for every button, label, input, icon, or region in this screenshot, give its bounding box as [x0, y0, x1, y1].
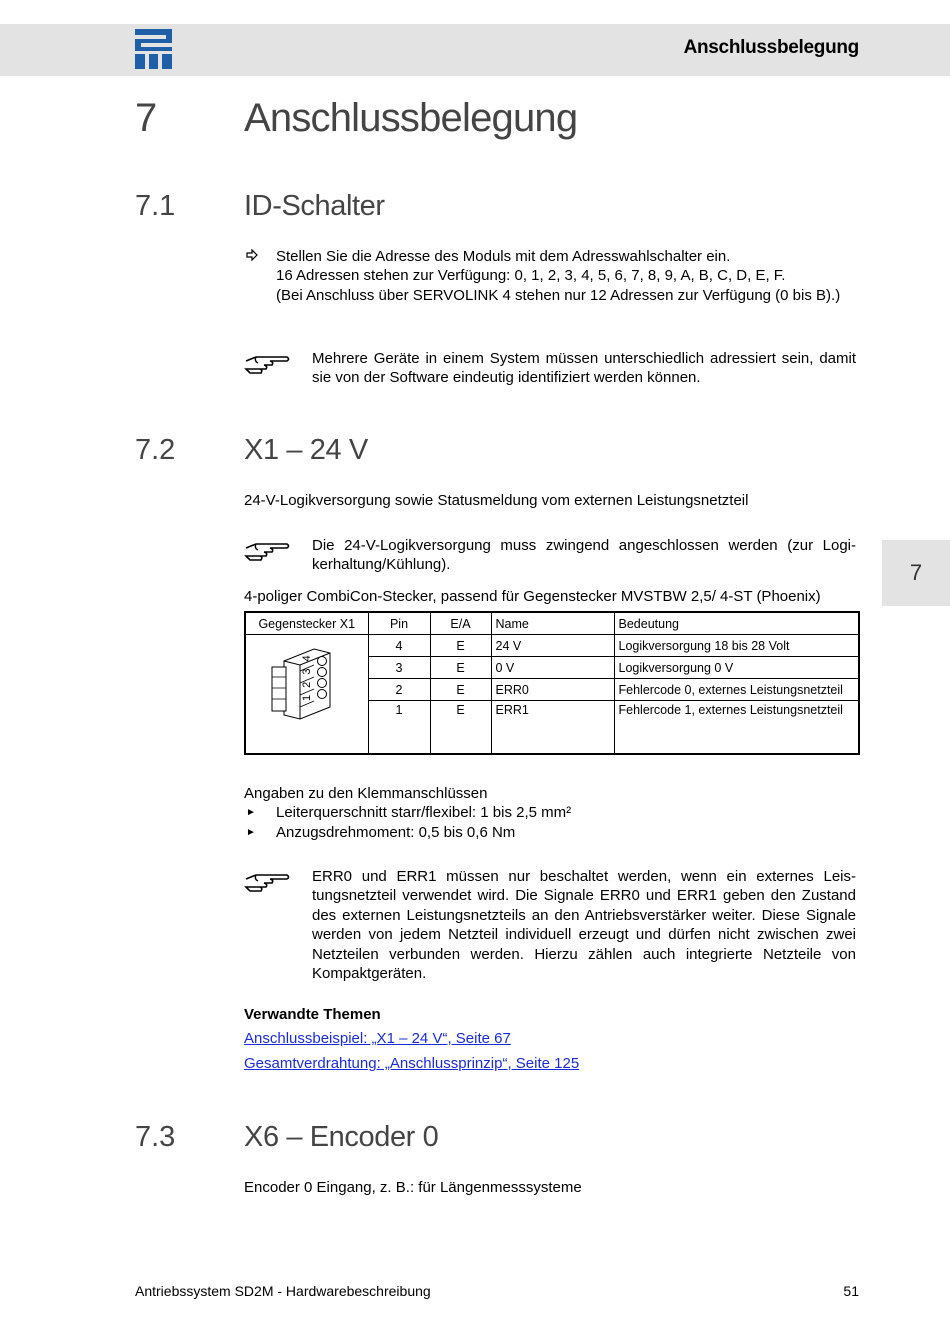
table-header-row: [245, 612, 859, 635]
header-title: Anschlussbelegung: [683, 37, 859, 58]
meaning-cell: Fehlercode 1, externes Leistungsnetzteil: [614, 701, 859, 755]
company-logo: [135, 29, 172, 69]
section-7-3-title: X6 – Encoder 0: [244, 1121, 439, 1153]
pin-cell: 2: [368, 679, 430, 701]
related-link-connection-example[interactable]: Anschlussbeispiel: „X1 – 24 V“, Seite 67: [244, 1030, 511, 1047]
connector-image-cell: [245, 635, 368, 755]
meaning-cell: Fehlercode 0, externes Leistungsnetzteil: [614, 679, 859, 701]
chapter-title: Anschlussbelegung: [244, 96, 578, 140]
pin-cell: 3: [368, 657, 430, 679]
table-row: [245, 635, 859, 657]
table-header-cell: E/A: [430, 612, 491, 635]
section-7-2-title: X1 – 24 V: [244, 434, 368, 466]
note-addressing: Mehrere Geräte in einem System müssen unterschiedlich adressiert sein, damit sie von der Software eindeutig identifiziert werden können.: [312, 350, 856, 387]
instruction-line: (Bei Anschluss über SERVOLINK 4 stehen nur 12 Adressen zur Verfügung (0 bis B).): [276, 286, 841, 304]
meaning-cell: Logikversorgung 18 bis 28 Volt: [614, 635, 859, 657]
section-7-2-number: 7.2: [135, 434, 176, 466]
terminal-item: Leiterquerschnitt starr/flexibel: 1 bis 2,5 mm²: [276, 804, 572, 821]
related-link-overall-wiring[interactable]: Gesamtverdrahtung: „Anschlussprinzip“, Seite 125: [244, 1055, 580, 1072]
section-7-1-number: 7.1: [135, 190, 176, 222]
instruction-text: [276, 247, 859, 305]
name-cell: ERR0: [491, 679, 614, 701]
section-7-3-intro: Encoder 0 Eingang, z. B.: für Längenmesssysteme: [244, 1179, 582, 1196]
pin-cell: 1: [368, 701, 430, 755]
footer-page-number: 51: [843, 1283, 859, 1299]
pointing-hand-icon: [244, 538, 290, 562]
section-7-2-intro: 24-V-Logikversorgung sowie Statusmeldung vom externen Leistungsnetzteil: [244, 492, 749, 509]
pin-cell: 4: [368, 635, 430, 657]
instruction-line: 16 Adressen stehen zur Verfügung: 0, 1, 2, 3, 4, 5, 6, 7, 8, 9, A, B, C, D, E, F.: [276, 267, 786, 285]
pointing-hand-icon: [244, 351, 290, 375]
ea-cell: E: [430, 679, 491, 701]
section-7-1-title: ID-Schalter: [244, 190, 385, 222]
terminal-heading: Angaben zu den Klemmanschlüssen: [244, 785, 488, 802]
name-cell: 24 V: [491, 635, 614, 657]
table-header-cell: Pin: [368, 612, 430, 635]
connector-pin-labels: 1 2 3 4: [301, 653, 313, 701]
triangle-bullet-icon: ►: [246, 827, 256, 838]
table-header-cell: Bedeutung: [614, 612, 859, 635]
ea-cell: E: [430, 657, 491, 679]
connector-description: 4-poliger CombiCon-Stecker, passend für Gegenstecker MVSTBW 2,5/ 4-ST (Phoenix): [244, 588, 821, 605]
chapter-side-tab: [882, 540, 950, 606]
name-cell: 0 V: [491, 657, 614, 679]
pointing-hand-icon: [244, 869, 290, 893]
meaning-cell: Logikversorgung 0 V: [614, 657, 859, 679]
instruction-line: Stellen Sie die Adresse des Moduls mit dem Adresswahlschalter ein.: [276, 248, 731, 265]
pin-assignment-table: [244, 611, 860, 755]
note-logic-supply: Die 24-V-Logikversorgung muss zwingend angeschlossen werden (zur Logi-kerhaltung/Kühlung).: [312, 537, 856, 574]
terminal-item: Anzugsdrehmoment: 0,5 bis 0,6 Nm: [276, 824, 516, 841]
triangle-bullet-icon: ►: [246, 807, 256, 818]
side-tab-label: 7: [909, 560, 923, 585]
arrow-right-icon: [246, 249, 258, 261]
name-cell: ERR1: [491, 701, 614, 755]
section-7-3-number: 7.3: [135, 1121, 176, 1153]
related-topics-heading: Verwandte Themen: [244, 1006, 381, 1023]
connector-terminal-icon: [270, 641, 342, 723]
ea-cell: E: [430, 635, 491, 657]
ea-cell: E: [430, 701, 491, 755]
table-header-cell: Gegenstecker X1: [245, 612, 368, 635]
footer-document-title: Antriebssystem SD2M - Hardwarebeschreibung: [135, 1283, 431, 1299]
chapter-number: 7: [135, 96, 157, 140]
table-header-cell: Name: [491, 612, 614, 635]
note-error-signals: ERR0 und ERR1 müssen nur beschaltet werden, wenn ein externes Leis-tungsnetzteil verwendet wird. Die Signale ERR0 und ERR1 geben den Zustand des externen Leistungsnetzteils an den Antriebsverstärker weiter. Diese Signale werden von jedem Netzteil individuell erzeugt und dürfen nicht zwischen zwei Netzteilen verbunden werden. Hierzu zählen auch integrierte Netzteile von Kompaktgeräten.: [312, 868, 856, 983]
